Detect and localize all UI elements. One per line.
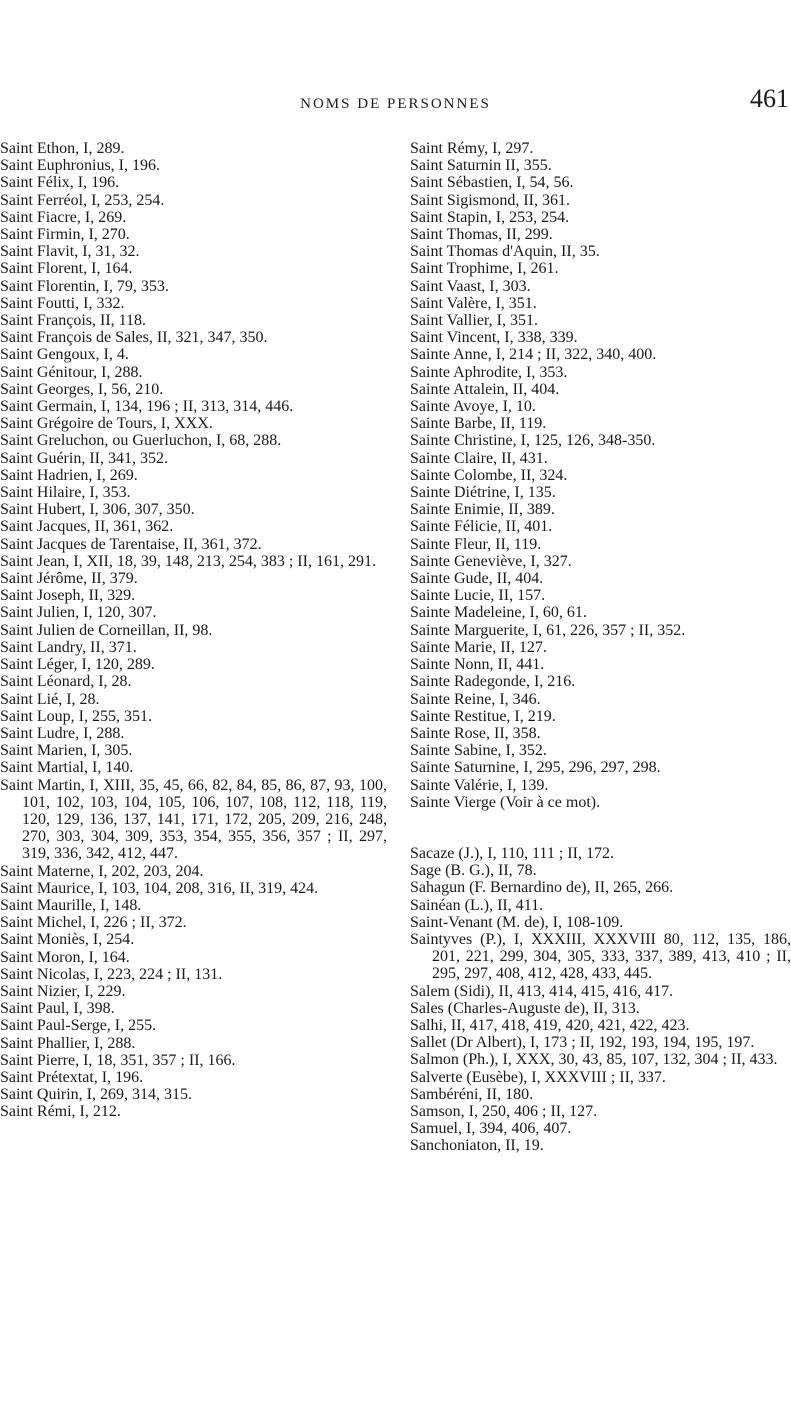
index-entry: Saint Rémy, I, 297. [410,140,534,157]
index-entry: Saint Nizier, I, 229. [0,982,126,1000]
index-entry: Saint Phallier, I, 288. [0,1034,136,1052]
index-entry: Saint Maurille, I, 148. [0,896,142,914]
index-entry: Sainte Félicie, II, 401. [410,518,553,536]
index-column-left [0,140,387,1121]
index-entry: Saint Félix, I, 196. [0,174,120,192]
index-entry: Saint Florentin, I, 79, 353. [0,277,169,295]
index-entry: Sainte Radegonde, I, 216. [410,673,576,691]
index-entry: Saint Thomas, II, 299. [410,226,553,244]
index-entry: Saint Vincent, I, 338, 339. [410,329,578,347]
index-entry: Salmon (Ph.), I, XXX, 30, 43, 85, 107, 132, 304 ; II, 433. [410,1051,778,1069]
index-entry: Sainte Christine, I, 125, 126, 348-350. [410,432,656,450]
index-entry: Saint Firmin, I, 270. [0,226,130,244]
index-entry: Saint Rémi, I, 212. [0,1103,121,1121]
index-entry: Saint Quirin, I, 269, 314, 315. [0,1086,192,1104]
index-entry: Saint Flavit, I, 31, 32. [0,243,140,261]
index-entry: Sacaze (J.), I, 110, 111 ; II, 172. [410,844,614,862]
index-entry: Sambéréni, II, 180. [410,1085,534,1103]
index-entry: Saint Thomas d'Aquin, II, 35. [410,243,600,261]
index-entry: Salhi, II, 417, 418, 419, 420, 421, 422, 423. [410,1016,690,1034]
index-entry: Saint Martial, I, 140. [0,759,134,777]
index-entry: Saint Vallier, I, 351. [410,312,538,330]
index-entry: Sahagun (F. Bernardino de), II, 265, 266. [410,879,674,897]
index-entry: Saint Jérôme, II, 379. [0,570,138,588]
index-entry: Saint Jacques, II, 361, 362. [0,518,174,536]
index-entry: Saint Jean, I, XII, 18, 39, 148, 213, 254, 383 ; II, 161, 291. [0,552,376,570]
index-entry: Sainte Colombe, II, 324. [410,466,568,484]
index-entry: Sainte Restitue, I, 219. [410,707,556,725]
index-entry: Saint Ludre, I, 288. [0,724,125,742]
index-entry: Saint Maurice, I, 103, 104, 208, 316, II, 319, 424. [0,879,319,897]
page-number: 461 [750,84,789,113]
index-entry: Samuel, I, 394, 406, 407. [410,1120,572,1138]
index-entry: Sainte Rose, II, 358. [410,724,541,742]
index-entry: Sainte Vierge (Voir à ce mot). [410,793,601,811]
index-entry: Saint Ethon, I, 289. [0,140,125,157]
index-entry: Sainte Lucie, II, 157. [410,587,546,605]
index-entry: Sainte Nonn, II, 441. [410,656,545,674]
index-entry: Sallet (Dr Albert), I, 173 ; II, 192, 193, 194, 195, 197. [410,1034,755,1052]
index-entry: Saint Fiacre, I, 269. [0,208,127,226]
index-entry: Saint Moron, I, 164. [0,948,130,966]
index-entry: Sainte Saturnine, I, 295, 296, 297, 298. [410,759,661,777]
index-entry: Saint Moniès, I, 254. [0,931,135,949]
index-entry: Sainte Reine, I, 346. [410,690,541,708]
index-entry: Sainte Enimie, II, 389. [410,501,555,519]
index-entry: Saint Greluchon, ou Guerluchon, I, 68, 288. [0,432,282,450]
index-entry: Samson, I, 250, 406 ; II, 127. [410,1102,598,1120]
index-entry: Saint François, II, 118. [0,312,147,330]
index-entry: Saint François de Sales, II, 321, 347, 350. [0,329,268,347]
index-entry: Saint Landry, II, 371. [0,638,137,656]
index-entry: Saint Julien, I, 120, 307. [0,604,157,622]
index-entry: Sainte Barbe, II, 119. [410,415,547,433]
index-entry: Saint Saturnin II, 355. [410,157,552,175]
index-entry: Saint Prétextat, I, 196. [0,1068,144,1086]
running-head [0,84,791,124]
index-entry: Sainte Avoye, I, 10. [410,398,536,416]
index-entry: Sainte Madeleine, I, 60, 61. [410,604,587,622]
index-entry: Saint Hilaire, I, 353. [0,484,131,502]
index-entry: Saint Grégoire de Tours, I, XXX. [0,415,213,433]
page-title: NOMS DE PERSONNES [300,96,491,112]
index-entry: Saint Ferréol, I, 253, 254. [0,191,165,209]
index-entry: Sanchoniaton, II, 19. [410,1137,544,1155]
index-entry: Sainte Gude, II, 404. [410,570,544,588]
index-entry: Saint Georges, I, 56, 210. [0,380,164,398]
index-entry: Sage (B. G.), II, 78. [410,862,537,880]
index-entry: Sainte Claire, II, 431. [410,449,548,467]
index-entry: Saint Gengoux, I, 4. [0,346,129,364]
index-entry: Saint Léger, I, 120, 289. [0,656,155,674]
index-entry: Sainte Fleur, II, 119. [410,535,542,553]
index-column-right [410,140,791,1155]
index-entry: Saint Martin, I, XIII, 35, 45, 66, 82, 84, 85, 86, 87, 93, 100, 101, 102, 103, 104, 105, 106, 107, 108, 112, 118, 119, 120, 129, 136, 137, 141, 171, 172, 205, 209, 216, 248, 270, 303, 304, 309, 353, 354, 355, 356, 357 ; II, 297, 319, 336, 342, 412, 447. [0,776,387,863]
index-entry: Saint Génitour, I, 288. [0,363,143,381]
index-entry: Saint Guérin, II, 341, 352. [0,449,168,467]
index-entry: Sales (Charles-Auguste de), II, 313. [410,999,640,1017]
index-entry: Saint Joseph, II, 329. [0,587,136,605]
index-entry: Sainte Geneviève, I, 327. [410,552,572,570]
index-entry: Saint Lié, I, 28. [0,690,100,708]
index-entry: Saint Julien de Corneillan, II, 98. [0,621,213,639]
index-entry: Saintyves (P.), I, XXXIII, XXXVIII 80, 112, 135, 186, 201, 221, 299, 304, 305, 333, 337, 389, 413, 410 ; II, 295, 297, 408, 412, 428, 433, 445. [410,930,791,983]
index-entry: Saint Euphronius, I, 196. [0,157,160,175]
index-entry: Saint Sigismond, II, 361. [410,191,571,209]
index-entry: Saint Materne, I, 202, 203, 204. [0,862,204,880]
index-entry: Sainte Sabine, I, 352. [410,742,547,760]
index-entry: Sainte Valérie, I, 139. [410,776,549,794]
section-gap [410,811,791,845]
index-entry: Saint Valère, I, 351. [410,294,537,312]
index-entry: Saint Germain, I, 134, 196 ; II, 313, 314, 446. [0,398,294,416]
index-entry: Salverte (Eusèbe), I, XXXVIII ; II, 337. [410,1068,666,1086]
index-entry: Saint Michel, I, 226 ; II, 372. [0,914,187,932]
index-entry: Sainéan (L.), II, 411. [410,896,544,914]
index-entry: Saint Paul-Serge, I, 255. [0,1017,157,1035]
index-entry: Saint Foutti, I, 332. [0,294,125,312]
index-entry: Saint Hubert, I, 306, 307, 350. [0,501,195,519]
index-entry: Saint Vaast, I, 303. [410,277,531,295]
index-entry: Saint Sébastien, I, 54, 56. [410,174,574,192]
index-entry: Sainte Attalein, II, 404. [410,380,560,398]
index-entry: Saint Loup, I, 255, 351. [0,707,152,725]
index-entry: Sainte Marie, II, 127. [410,638,547,656]
index-entry: Saint Paul, I, 398. [0,1000,115,1018]
index-entry: Saint Stapin, I, 253, 254. [410,208,570,226]
index-entry: Sainte Aphrodite, I, 353. [410,363,568,381]
index-entry: Sainte Anne, I, 214 ; II, 322, 340, 400. [410,346,657,364]
index-entry: Sainte Diétrine, I, 135. [410,484,556,502]
index-entry: Sainte Marguerite, I, 61, 226, 357 ; II, 352. [410,621,686,639]
index-entry: Salem (Sidi), II, 413, 414, 415, 416, 417. [410,982,674,1000]
index-entry: Saint Jacques de Tarentaise, II, 361, 372. [0,535,262,553]
index-entry: Saint Léonard, I, 28. [0,673,132,691]
index-entry: Saint Nicolas, I, 223, 224 ; II, 131. [0,965,223,983]
index-entry: Saint Florent, I, 164. [0,260,133,278]
index-entry: Saint-Venant (M. de), I, 108-109. [410,913,624,931]
index-entry: Saint Hadrien, I, 269. [0,466,138,484]
index-entry: Saint Trophime, I, 261. [410,260,559,278]
index-entry: Saint Marien, I, 305. [0,742,133,760]
index-entry: Saint Pierre, I, 18, 351, 357 ; II, 166. [0,1051,236,1069]
